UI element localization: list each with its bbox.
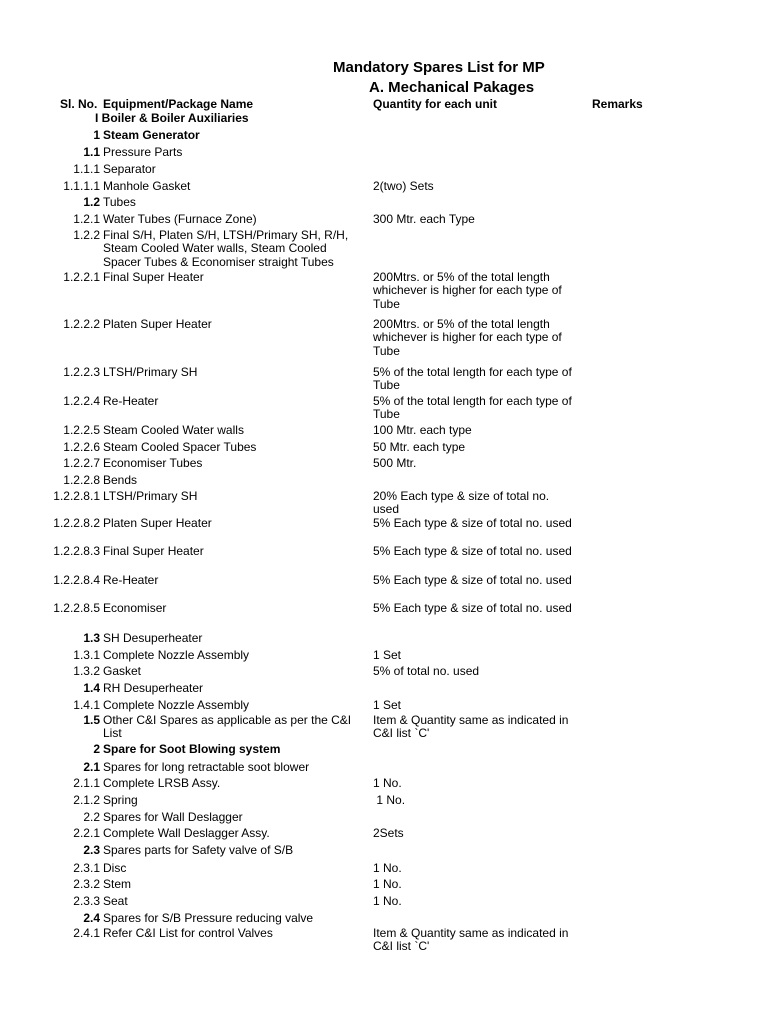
row-equipment: Platen Super Heater bbox=[103, 317, 212, 331]
row-quantity: 5% of the total length for each type of Tube bbox=[373, 365, 575, 393]
row-number: 2.4.1 bbox=[73, 926, 100, 940]
row-equipment: Re-Heater bbox=[103, 573, 159, 587]
row-quantity: 1 No. bbox=[373, 861, 402, 875]
row-equipment: Spare for Soot Blowing system bbox=[103, 742, 281, 756]
row-number: 1.2.2.8.1 bbox=[53, 489, 100, 503]
row-number: 1.2.2.4 bbox=[63, 394, 100, 408]
row-equipment: Disc bbox=[103, 861, 127, 875]
row-quantity: 1 No. bbox=[373, 877, 402, 891]
row-number: 1.1.1 bbox=[73, 162, 100, 176]
row-equipment: Seat bbox=[103, 894, 128, 908]
row-equipment: Manhole Gasket bbox=[103, 179, 191, 193]
row-equipment: Spares for S/B Pressure reducing valve bbox=[103, 911, 314, 925]
row-number: 2.3.3 bbox=[73, 894, 100, 908]
row-number: 1.2.2.8 bbox=[63, 473, 100, 487]
row-equipment: LTSH/Primary SH bbox=[103, 489, 198, 503]
row-equipment: Gasket bbox=[103, 664, 142, 678]
row-equipment: LTSH/Primary SH bbox=[103, 365, 198, 379]
row-equipment: Stem bbox=[103, 877, 132, 891]
row-number: 1.1.1.1 bbox=[63, 179, 100, 193]
row-quantity: 200Mtrs. or 5% of the total length whichever is higher for each type of Tube bbox=[373, 270, 565, 311]
row-quantity: 5% Each type & size of total no. used bbox=[373, 544, 572, 558]
row-equipment: I Boiler & Boiler Auxiliaries bbox=[95, 111, 249, 125]
row-number: 1.2.2.3 bbox=[63, 365, 100, 379]
row-equipment: Final Super Heater bbox=[103, 270, 204, 284]
row-number: 1.2.2.8.4 bbox=[53, 573, 100, 587]
row-equipment: Steam Cooled Spacer Tubes bbox=[103, 440, 257, 454]
row-quantity: 200Mtrs. or 5% of the total length whichever is higher for each type of Tube bbox=[373, 317, 565, 358]
row-number: 1 bbox=[93, 128, 100, 142]
column-header-equipment: Equipment/Package Name bbox=[103, 97, 254, 111]
row-equipment: Economiser Tubes bbox=[103, 456, 203, 470]
row-equipment: Pressure Parts bbox=[103, 145, 183, 159]
row-number: 1.4 bbox=[83, 681, 100, 695]
row-number: 2.1 bbox=[83, 760, 100, 774]
row-equipment: RH Desuperheater bbox=[103, 681, 204, 695]
row-quantity: 1 No. bbox=[373, 793, 406, 807]
row-number: 1.2.2.6 bbox=[63, 440, 100, 454]
row-equipment: Complete Nozzle Assembly bbox=[103, 648, 250, 662]
row-equipment: Steam Generator bbox=[103, 128, 200, 142]
row-number: 1.2.2.8.2 bbox=[53, 516, 100, 530]
row-number: 1.3.2 bbox=[73, 664, 100, 678]
row-equipment: Complete Nozzle Assembly bbox=[103, 698, 250, 712]
row-number: 2.4 bbox=[83, 911, 100, 925]
row-quantity: 100 Mtr. each type bbox=[373, 423, 472, 437]
row-quantity: 2(two) Sets bbox=[373, 179, 434, 193]
row-equipment: Separator bbox=[103, 162, 156, 176]
row-quantity: Item & Quantity same as indicated in C&I list `C' bbox=[373, 713, 572, 741]
row-number: 1.2 bbox=[83, 195, 100, 209]
row-number: 1.2.2.8.3 bbox=[53, 544, 100, 558]
row-quantity: 5% Each type & size of total no. used bbox=[373, 573, 572, 587]
row-number: 1.4.1 bbox=[73, 698, 100, 712]
row-number: 1.2.2.8.5 bbox=[53, 601, 100, 615]
row-equipment: Final S/H, Platen S/H, LTSH/Primary SH, R/H, Steam Cooled Water walls, Steam Cooled Spacer Tubes & Economiser straight Tubes bbox=[103, 228, 349, 269]
row-equipment: Re-Heater bbox=[103, 394, 159, 408]
row-quantity: 1 No. bbox=[373, 894, 402, 908]
row-quantity: 1 Set bbox=[373, 698, 402, 712]
row-quantity: 50 Mtr. each type bbox=[373, 440, 466, 454]
row-number: 1.2.2.5 bbox=[63, 423, 100, 437]
row-quantity: Item & Quantity same as indicated in C&I list `C' bbox=[373, 926, 572, 954]
row-number: 2.1.1 bbox=[73, 776, 100, 790]
row-equipment: Bends bbox=[103, 473, 138, 487]
row-number: 1.5 bbox=[83, 713, 100, 727]
row-equipment: Steam Cooled Water walls bbox=[103, 423, 244, 437]
row-number: 1.2.2.1 bbox=[63, 270, 100, 284]
row-number: 2.3 bbox=[83, 843, 100, 857]
row-number: 2.2 bbox=[83, 810, 100, 824]
row-quantity: 5% Each type & size of total no. used bbox=[373, 601, 572, 615]
row-equipment: Spares parts for Safety valve of S/B bbox=[103, 843, 294, 857]
row-quantity: 1 No. bbox=[373, 776, 402, 790]
row-number: 2.2.1 bbox=[73, 826, 100, 840]
row-quantity: 5% Each type & size of total no. used bbox=[373, 516, 572, 530]
column-header-sl-no: Sl. No. bbox=[60, 97, 98, 111]
row-equipment: Tubes bbox=[103, 195, 136, 209]
document-subtitle: A. Mechanical Pakages bbox=[369, 79, 535, 96]
row-number: 1.2.1 bbox=[73, 212, 100, 226]
row-quantity: 2Sets bbox=[373, 826, 404, 840]
row-quantity: 1 Set bbox=[373, 648, 402, 662]
row-equipment: SH Desuperheater bbox=[103, 631, 203, 645]
row-quantity: 300 Mtr. each Type bbox=[373, 212, 475, 226]
row-quantity: 500 Mtr. bbox=[373, 456, 417, 470]
row-equipment: Platen Super Heater bbox=[103, 516, 212, 530]
row-number: 1.1 bbox=[83, 145, 100, 159]
row-number: 1.2.2.2 bbox=[63, 317, 100, 331]
row-equipment: Spring bbox=[103, 793, 138, 807]
row-quantity: 5% of the total length for each type of Tube bbox=[373, 394, 575, 422]
row-equipment: Spares for Wall Deslagger bbox=[103, 810, 243, 824]
row-number: 2.1.2 bbox=[73, 793, 100, 807]
row-equipment: Spares for long retractable soot blower bbox=[103, 760, 310, 774]
row-equipment: Complete LRSB Assy. bbox=[103, 776, 221, 790]
row-number: 1.3.1 bbox=[73, 648, 100, 662]
row-number: 1.2.2 bbox=[73, 228, 100, 242]
row-number: 2 bbox=[93, 742, 100, 756]
column-header-quantity: Quantity for each unit bbox=[373, 97, 498, 111]
row-quantity: 5% of total no. used bbox=[373, 664, 480, 678]
column-header-remarks: Remarks bbox=[592, 97, 643, 111]
row-number: 1.3 bbox=[83, 631, 100, 645]
row-equipment: Economiser bbox=[103, 601, 167, 615]
row-number: 2.3.1 bbox=[73, 861, 100, 875]
row-equipment: Final Super Heater bbox=[103, 544, 204, 558]
row-quantity: 20% Each type & size of total no. used bbox=[373, 489, 553, 517]
row-number: 2.3.2 bbox=[73, 877, 100, 891]
row-number: 1.2.2.7 bbox=[63, 456, 100, 470]
row-equipment: Other C&I Spares as applicable as per the C&I List bbox=[103, 713, 352, 741]
row-equipment: Refer C&I List for control Valves bbox=[103, 926, 273, 940]
document-title: Mandatory Spares List for MP bbox=[333, 59, 545, 76]
row-equipment: Water Tubes (Furnace Zone) bbox=[103, 212, 257, 226]
row-equipment: Complete Wall Deslagger Assy. bbox=[103, 826, 270, 840]
